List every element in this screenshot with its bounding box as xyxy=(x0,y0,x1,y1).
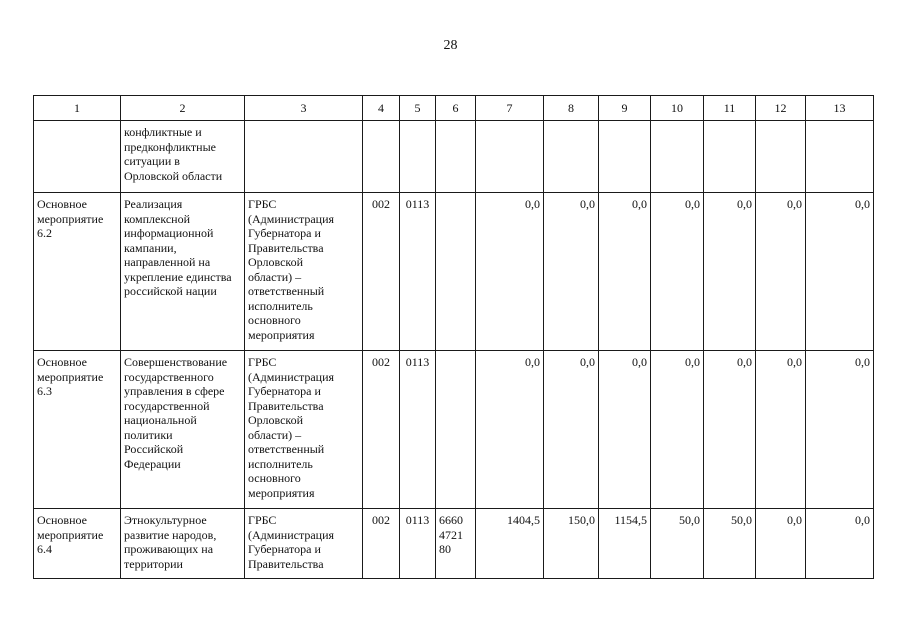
activity-description-cell: Реализация комплексной информационной кампании, направленной на укрепление единства российской нации xyxy=(121,193,245,351)
table-row xyxy=(34,351,874,509)
executor-cell: ГРБС (Администрация Губернатора и Правительства Орловской области) – ответственный исполнитель основного мероприятия xyxy=(245,193,363,351)
value-cell: 0,0 xyxy=(704,351,756,509)
value-cell: 0,0 xyxy=(756,351,806,509)
value-cell xyxy=(704,121,756,193)
value-cell: 0,0 xyxy=(756,509,806,579)
target-article-cell xyxy=(436,193,476,351)
activity-cell: Основное мероприятие 6.3 xyxy=(34,351,121,509)
value-cell: 0,0 xyxy=(476,193,544,351)
activity-description-cell: Этнокультурное развитие народов, проживающих на территории xyxy=(121,509,245,579)
column-header: 5 xyxy=(400,96,436,121)
value-cell: 0,0 xyxy=(806,509,874,579)
activity-description-cell: Совершенствование государственного управления в сфере государственной национальной политики Российской Федерации xyxy=(121,351,245,509)
table-row xyxy=(34,121,874,193)
value-cell xyxy=(544,121,599,193)
value-cell: 150,0 xyxy=(544,509,599,579)
grbs-code-cell: 002 xyxy=(363,351,400,509)
value-cell: 0,0 xyxy=(806,193,874,351)
grbs-code-cell xyxy=(363,121,400,193)
value-cell: 0,0 xyxy=(756,193,806,351)
value-cell xyxy=(756,121,806,193)
value-cell xyxy=(476,121,544,193)
value-cell: 50,0 xyxy=(651,509,704,579)
value-cell xyxy=(599,121,651,193)
value-cell: 0,0 xyxy=(806,351,874,509)
value-cell: 0,0 xyxy=(599,193,651,351)
activity-cell xyxy=(34,121,121,193)
section-code-cell: 0113 xyxy=(400,193,436,351)
target-article-cell xyxy=(436,121,476,193)
column-header: 12 xyxy=(756,96,806,121)
section-code-cell: 0113 xyxy=(400,509,436,579)
page-number: 28 xyxy=(443,38,458,53)
executor-cell: ГРБС (Администрация Губернатора и Правительства xyxy=(245,509,363,579)
value-cell: 0,0 xyxy=(544,193,599,351)
grbs-code-cell: 002 xyxy=(363,193,400,351)
column-header: 9 xyxy=(599,96,651,121)
target-article-cell xyxy=(436,351,476,509)
column-header: 10 xyxy=(651,96,704,121)
value-cell: 1404,5 xyxy=(476,509,544,579)
column-header: 3 xyxy=(245,96,363,121)
column-header: 11 xyxy=(704,96,756,121)
section-code-cell: 0113 xyxy=(400,351,436,509)
value-cell: 50,0 xyxy=(704,509,756,579)
activity-cell: Основное мероприятие 6.2 xyxy=(34,193,121,351)
value-cell: 0,0 xyxy=(599,351,651,509)
column-header: 2 xyxy=(121,96,245,121)
column-header: 13 xyxy=(806,96,874,121)
column-header: 7 xyxy=(476,96,544,121)
table-row xyxy=(34,509,874,579)
value-cell xyxy=(651,121,704,193)
value-cell xyxy=(806,121,874,193)
section-code-cell xyxy=(400,121,436,193)
table-row xyxy=(34,193,874,351)
table-header-row xyxy=(34,96,874,121)
activity-cell: Основное мероприятие 6.4 xyxy=(34,509,121,579)
budget-table xyxy=(33,95,874,579)
value-cell: 0,0 xyxy=(651,351,704,509)
column-header: 8 xyxy=(544,96,599,121)
column-header: 6 xyxy=(436,96,476,121)
value-cell: 0,0 xyxy=(544,351,599,509)
column-header: 1 xyxy=(34,96,121,121)
value-cell: 0,0 xyxy=(704,193,756,351)
value-cell: 0,0 xyxy=(651,193,704,351)
executor-cell: ГРБС (Администрация Губернатора и Правительства Орловской области) – ответственный исполнитель основного мероприятия xyxy=(245,351,363,509)
executor-cell xyxy=(245,121,363,193)
value-cell: 0,0 xyxy=(476,351,544,509)
target-article-cell: 6660 4721 80 xyxy=(436,509,476,579)
column-header: 4 xyxy=(363,96,400,121)
value-cell: 1154,5 xyxy=(599,509,651,579)
activity-description-cell: конфликтные и предконфликтные ситуации в Орловской области xyxy=(121,121,245,193)
grbs-code-cell: 002 xyxy=(363,509,400,579)
